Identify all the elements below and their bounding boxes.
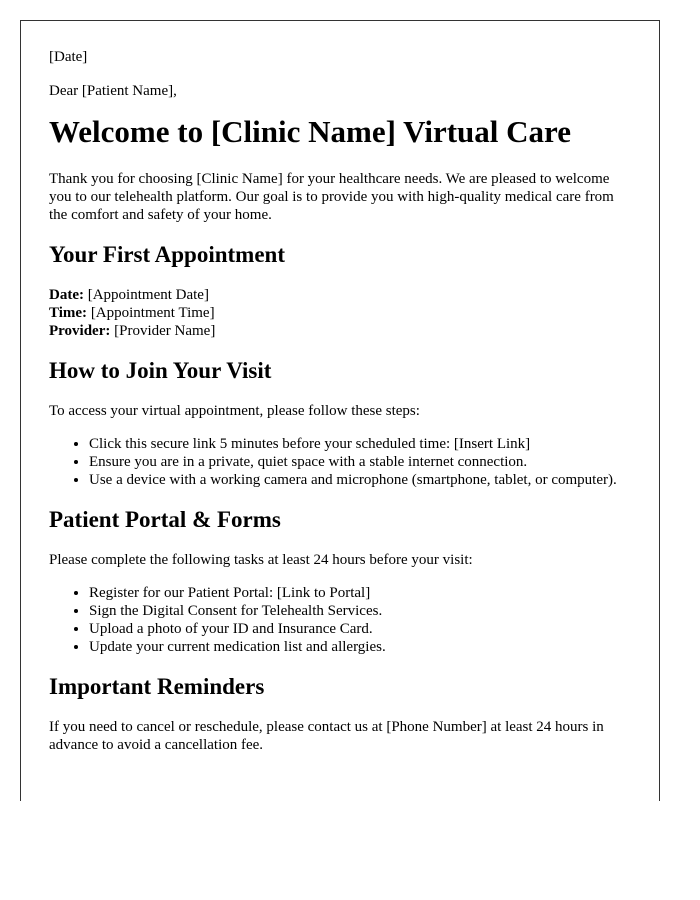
first-appointment-heading: Your First Appointment (49, 242, 285, 267)
list-item: • Update your current medication list and allergies. (89, 638, 631, 656)
appointment-date-row (49, 286, 631, 304)
portal-heading: Patient Portal & Forms (49, 507, 281, 532)
appointment-provider-label: Provider: (49, 323, 111, 339)
portal-tasks-list (49, 584, 631, 656)
list-item: • Ensure you are in a private, quiet space with a stable internet connection. (89, 453, 631, 471)
appointment-time-row (49, 304, 631, 322)
list-item: • Upload a photo of your ID and Insurance Card. (89, 620, 631, 638)
appointment-date-value: [Appointment Date] (83, 287, 209, 303)
letter-page (20, 20, 660, 801)
join-visit-lead: To access your virtual appointment, please follow these steps: (49, 403, 420, 419)
letter-date: [Date] (49, 49, 88, 65)
appointment-provider-value: [Provider Name] (110, 323, 216, 339)
join-visit-heading: How to Join Your Visit (49, 358, 272, 383)
list-item: • Sign the Digital Consent for Telehealth Services. (89, 602, 631, 620)
appointment-details (49, 286, 631, 340)
list-item: • Click this secure link 5 minutes before your scheduled time: [Insert Link] (89, 435, 631, 453)
salutation: Dear [Patient Name], (49, 83, 177, 99)
appointment-date-label: Date: (49, 287, 84, 303)
reminders-heading: Important Reminders (49, 674, 265, 699)
portal-lead: Please complete the following tasks at least 24 hours before your visit: (49, 552, 473, 568)
list-item: • Use a device with a working camera and microphone (smartphone, tablet, or computer). (89, 471, 631, 489)
list-item: • Register for our Patient Portal: [Link to Portal] (89, 584, 631, 602)
appointment-time-value: [Appointment Time] (87, 305, 215, 321)
join-steps-list (49, 435, 631, 489)
intro-paragraph: Thank you for choosing [Clinic Name] for your healthcare needs. We are pleased to welcome you to our telehealth platform. Our goal is to provide you with high-quality medical care from the comfort and safety of your home. (49, 171, 614, 223)
page-title: Welcome to [Clinic Name] Virtual Care (49, 114, 571, 149)
letter-content (21, 21, 659, 754)
appointment-time-label: Time: (49, 305, 88, 321)
reminders-text: If you need to cancel or reschedule, please contact us at [Phone Number] at least 24 hours in advance to avoid a cancellation fee. (49, 719, 604, 753)
appointment-provider-row (49, 322, 631, 340)
